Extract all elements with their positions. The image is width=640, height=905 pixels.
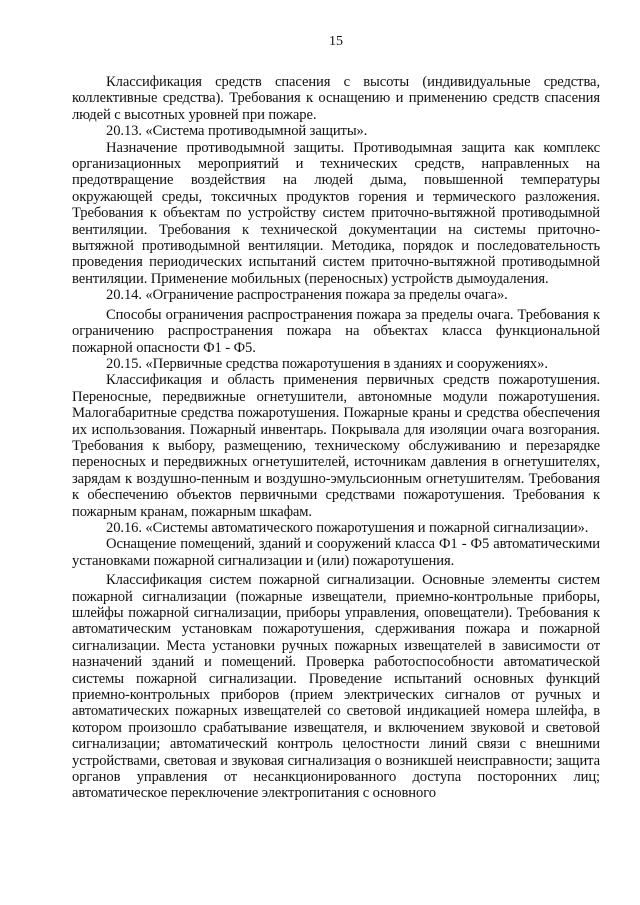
section-heading-20-13: 20.13. «Система противодымной защиты».: [106, 123, 368, 140]
paragraph-fire-spread-limits: Способы ограничения распространения пожара за пределы очага. Требования к ограничению распространения пожара на объектах класса функциональной пожарной опасности Ф1 - Ф5.: [72, 306, 600, 356]
page-number: 15: [329, 34, 343, 49]
paragraph-equipment-of-rooms: Оснащение помещений, зданий и сооружений класса Ф1 - Ф5 автоматическими установками пожарной сигнализации и (или) пожаротушения.: [72, 536, 600, 569]
paragraph-alarm-systems: Классификация систем пожарной сигнализации. Основные элементы систем пожарной сигнализации (пожарные извещатели, приемно-контрольные приборы, шлейфы пожарной сигнализации, приборы управления, оповещатели). Требования к автоматическим установкам пожаротушения, сдерживания пожара и пожарной сигнализации. Места установки ручных пожарных извещателей в зависимости от назначений зданий и помещений. Проверка работоспособности автоматической системы пожарной сигнализации. Проведение испытаний основных функций приемно-контрольных приборов (прием электрических сигналов от ручных и автоматических пожарных извещателей со световой индикацией номера шлейфа, в котором произошло срабатывание извещателя, и включением звуковой и световой сигнализации; автоматический контроль целостности линий связи с внешними устройствами, световая и звуковая сигнализация о возникшей неисправности; защита органов управления от несанкционированного доступа посторонних лиц; автоматическое переключение электропитания с основного: [72, 572, 600, 802]
paragraph-smoke-protection: Назначение противодымной защиты. Противодымная защита как комплекс организационных мероприятий и технических средств, направленных на предотвращение воздействия на людей дыма, повышенной температуры окружающей среды, токсичных продуктов горения и термического разложения. Требования к объектам по устройству систем приточно-вытяжной противодымной вентиляции. Требования к технической документации на системы приточно-вытяжной противодымной вентиляции. Методика, порядок и последовательность проведения периодических испытаний систем приточно-вытяжной противодымной вентиляции. Применение мобильных (переносных) устройств дымоудаления.: [72, 139, 600, 287]
section-heading-20-15: 20.15. «Первичные средства пожаротушения в зданиях и сооружениях».: [106, 355, 548, 372]
section-heading-20-14: 20.14. «Ограничение распространения пожара за пределы очага».: [106, 287, 508, 304]
section-heading-20-16: 20.16. «Системы автоматического пожаротушения и пожарной сигнализации».: [106, 519, 589, 536]
paragraph-rescue-classification: Классификация средств спасения с высоты (индивидуальные средства, коллективные средства). Требования к оснащению и применению средств спасения людей с высотных уровней при пожаре.: [72, 74, 600, 123]
paragraph-primary-extinguishing: Классификация и область применения первичных средств пожаротушения. Переносные, передвижные огнетушители, автономные модули пожаротушения. Малогабаритные средства пожаротушения. Пожарные краны и средства обеспечения их использования. Пожарный инвентарь. Покрывала для изоляции очага возгорания. Требования к выбору, размещению, техническому обслуживанию и перезарядке переносных и передвижных огнетушителей, источникам давления в огнетушителях, зарядам к воздушно-пенным и воздушно-эмульсионным огнетушителям. Требования к обеспечению объектов первичными средствами пожаротушения. Требования к пожарным кранам, пожарным шкафам.: [72, 372, 600, 520]
